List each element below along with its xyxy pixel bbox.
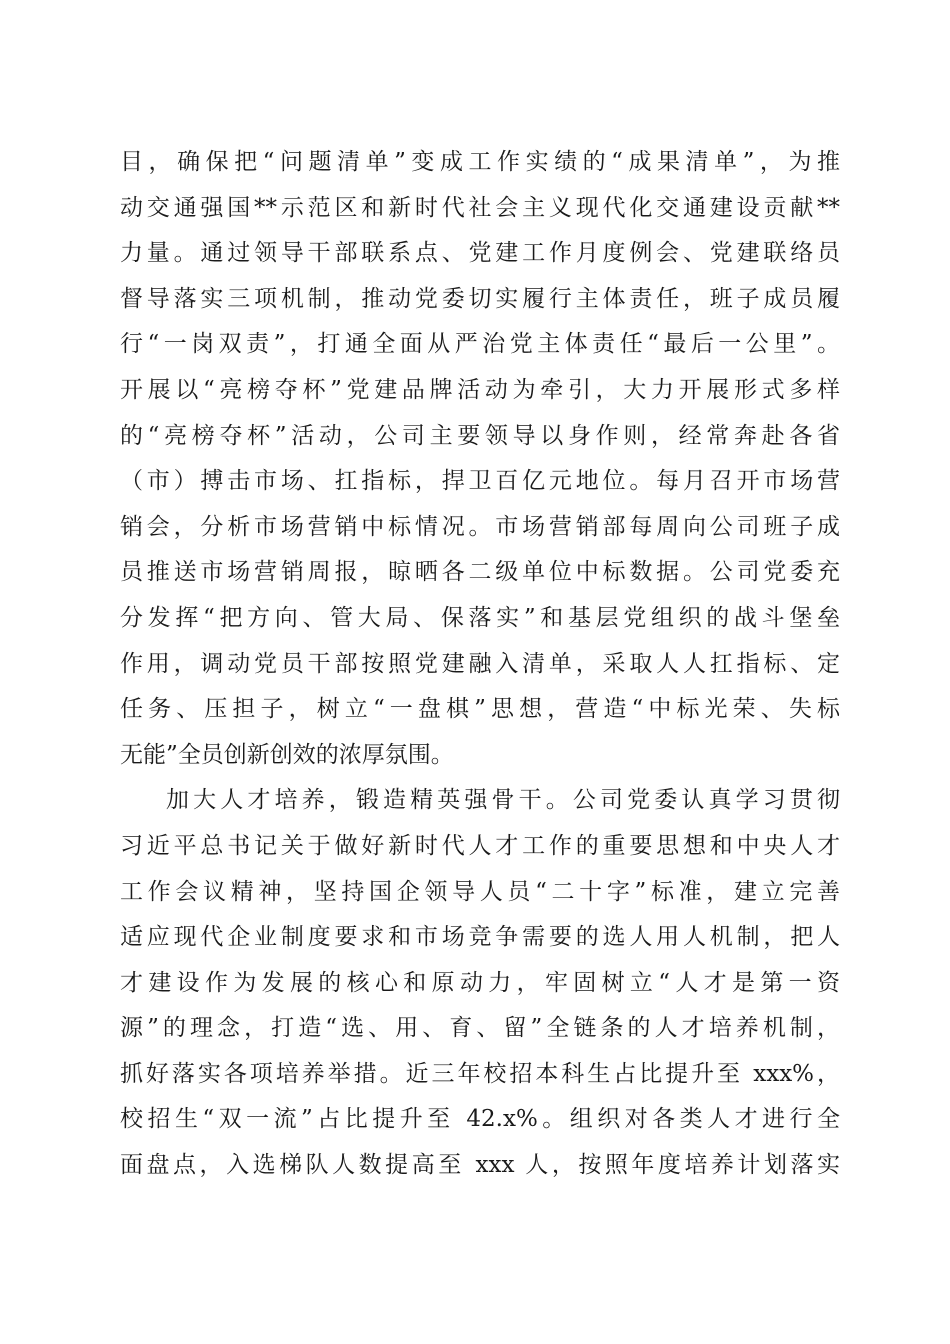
- text-line: 行“一岗双责”，打通全面从严治党主体责任“最后一公里”。: [120, 331, 840, 358]
- paragraph-1: [120, 140, 840, 778]
- text-line: 习近平总书记关于做好新时代人才工作的重要思想和中央人才: [120, 832, 840, 859]
- text-line: 分发挥“把方向、管大局、保落实”和基层党组织的战斗堡垒: [120, 604, 840, 631]
- text-line: 适应现代企业制度要求和市场竞争需要的选人用人机制，把人: [120, 924, 840, 951]
- text-line: 面盘点，入选梯队人数提高至 xxx 人，按照年度培养计划落实: [120, 1152, 840, 1179]
- body-text: [120, 140, 840, 1189]
- text-line: 加大人才培养，锻造精英强骨干。公司党委认真学习贯彻: [166, 787, 840, 814]
- text-line: 督导落实三项机制，推动党委切实履行主体责任，班子成员履: [120, 285, 840, 312]
- text-line: 源”的理念，打造“选、用、育、留”全链条的人才培养机制，: [120, 1015, 840, 1042]
- text-line: 任务、压担子，树立“一盘棋”思想，营造“中标光荣、失标: [120, 696, 840, 723]
- text-line: 目，确保把“问题清单”变成工作实绩的“成果清单”，为推: [120, 149, 840, 175]
- text-line: 校招生“双一流”占比提升至 42.x%。组织对各类人才进行全: [120, 1106, 840, 1133]
- text-line: 抓好落实各项培养举措。近三年校招本科生占比提升至 xxx%，: [120, 1060, 840, 1087]
- text-line: 销会，分析市场营销中标情况。市场营销部每周向公司班子成: [120, 513, 840, 540]
- text-line: 的“亮榜夺杯”活动，公司主要领导以身作则，经常奔赴各省: [120, 422, 840, 449]
- text-line: 动交通强国**示范区和新时代社会主义现代化交通建设贡献**: [120, 194, 840, 221]
- text-line: 员推送市场营销周报，晾晒各二级单位中标数据。公司党委充: [120, 559, 840, 586]
- text-line: 作用，调动党员干部按照党建融入清单，采取人人扛指标、定: [120, 650, 840, 677]
- text-line: 力量。通过领导干部联系点、党建工作月度例会、党建联络员: [120, 240, 840, 267]
- text-line: （市）搏击市场、扛指标，捍卫百亿元地位。每月召开市场营: [120, 468, 840, 495]
- text-line: 才建设作为发展的核心和原动力，牢固树立“人才是第一资: [120, 969, 840, 996]
- paragraph-2: [120, 778, 840, 1188]
- text-line: 开展以“亮榜夺杯”党建品牌活动为牵引，大力开展形式多样: [120, 376, 840, 403]
- text-line: 无能”全员创新创效的浓厚氛围。: [120, 741, 454, 768]
- text-line: 工作会议精神，坚持国企领导人员“二十字”标准，建立完善: [120, 878, 840, 905]
